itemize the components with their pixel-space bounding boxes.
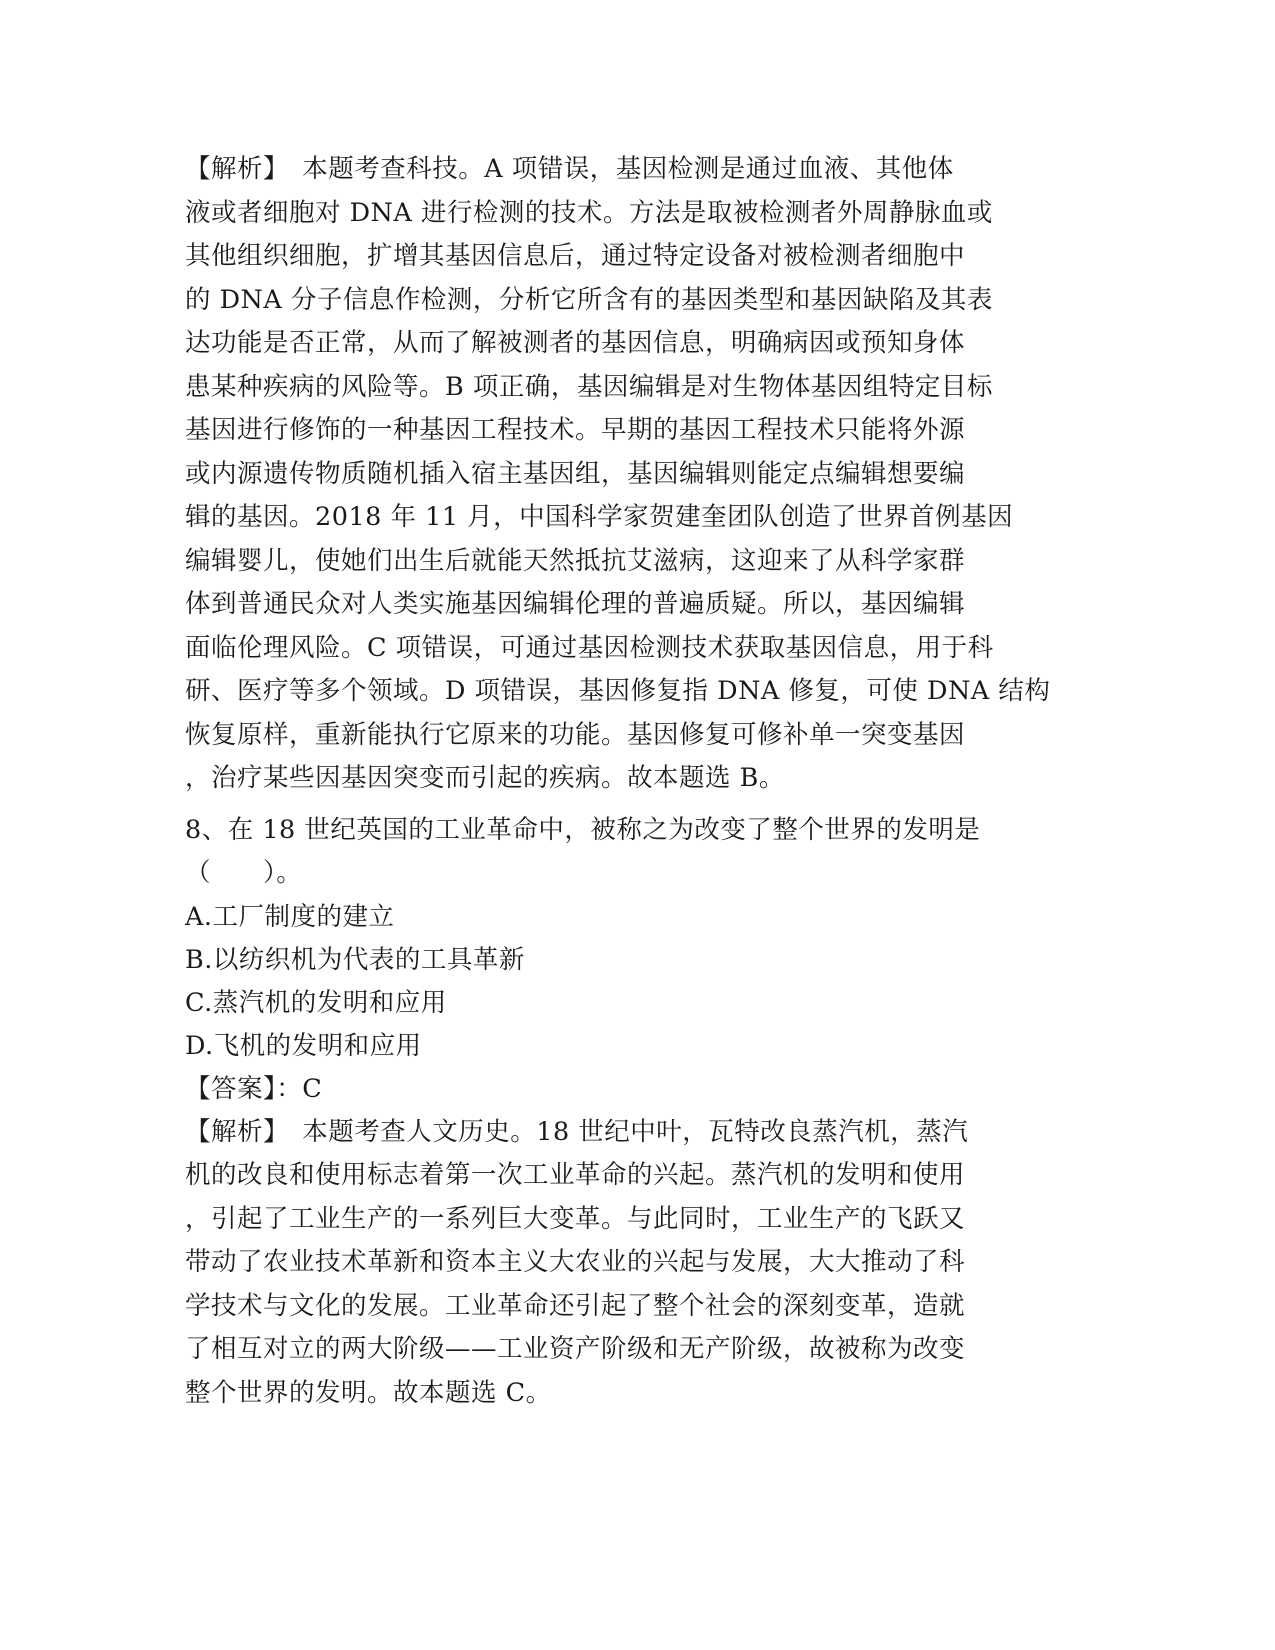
analysis-line: ，引起了工业生产的一系列巨大变革。与此同时，工业生产的飞跃又	[185, 1203, 966, 1234]
question-stem: 8、在 18 世纪英国的工业革命中，被称之为改变了整个世界的发明是	[185, 814, 981, 845]
analysis-line: 编辑婴儿，使她们出生后就能天然抵抗艾滋病，这迎来了从科学家群	[185, 545, 966, 576]
analysis-line: 整个世界的发明。故本题选 C。	[185, 1377, 552, 1408]
analysis-line: ，治疗某些因基因突变而引起的疾病。故本题选 B。	[185, 763, 785, 793]
analysis-line: 的 DNA 分子信息作检测，分析它所含有的基因类型和基因缺陷及其表	[185, 284, 993, 315]
analysis-line: 学技术与文化的发展。工业革命还引起了整个社会的深刻变革，造就	[185, 1290, 966, 1321]
analysis-line: 【解析】 本题考查科技。A 项错误，基因检测是通过血液、其他体	[185, 154, 954, 184]
analysis-line: 液或者细胞对 DNA 进行检测的技术。方法是取被检测者外周静脉血或	[185, 197, 993, 228]
question-8	[185, 809, 1085, 1416]
analysis-line: 了相互对立的两大阶级——工业资产阶级和无产阶级，故被称为改变	[185, 1334, 966, 1364]
analysis-line: 机的改良和使用标志着第一次工业革命的兴起。蒸汽机的发明和使用	[185, 1160, 966, 1190]
option-d: D.飞机的发明和应用	[185, 1030, 422, 1061]
analysis-line: 恢复原样，重新能执行它原来的功能。基因修复可修补单一突变基因	[185, 719, 966, 750]
analysis-line: 达功能是否正常，从而了解被测者的基因信息，明确病因或预知身体	[185, 328, 966, 358]
analysis-line: 面临伦理风险。C 项错误，可通过基因检测技术获取基因信息，用于科	[185, 632, 994, 663]
option-a: A.工厂制度的建立	[185, 901, 395, 932]
analysis-line: 体到普通民众对人类实施基因编辑伦理的普遍质疑。所以，基因编辑	[185, 589, 966, 619]
analysis-line: 带动了农业技术革新和资本主义大农业的兴起与发展，大大推动了科	[185, 1247, 966, 1277]
analysis-line: 【解析】 本题考查人文历史。18 世纪中叶，瓦特改良蒸汽机，蒸汽	[185, 1116, 969, 1147]
answer-line: 【答案】：C	[185, 1073, 323, 1104]
document-page	[185, 148, 1085, 1415]
analysis-line: 患某种疾病的风险等。B 项正确，基因编辑是对生物体基因组特定目标	[185, 371, 993, 402]
option-c: C.蒸汽机的发明和应用	[185, 987, 447, 1018]
analysis-line: 或内源遗传物质随机插入宿主基因组，基因编辑则能定点编辑想要编	[185, 458, 966, 489]
section-gap	[185, 801, 1085, 809]
analysis-line: 其他组织细胞，扩增其基因信息后，通过特定设备对被检测者细胞中	[185, 241, 966, 271]
option-b: B.以纺织机为代表的工具革新	[185, 944, 525, 975]
analysis-line: 基因进行修饰的一种基因工程技术。早期的基因工程技术只能将外源	[185, 415, 966, 445]
q8-analysis	[185, 1111, 1085, 1416]
question-stem-blank: （ ）。	[185, 858, 303, 888]
analysis-line: 辑的基因。2018 年 11 月，中国科学家贺建奎团队创造了世界首例基因	[185, 502, 1014, 532]
analysis-line: 研、医疗等多个领域。D 项错误，基因修复指 DNA 修复，可使 DNA 结构	[185, 676, 1051, 706]
q7-analysis	[185, 148, 1085, 801]
